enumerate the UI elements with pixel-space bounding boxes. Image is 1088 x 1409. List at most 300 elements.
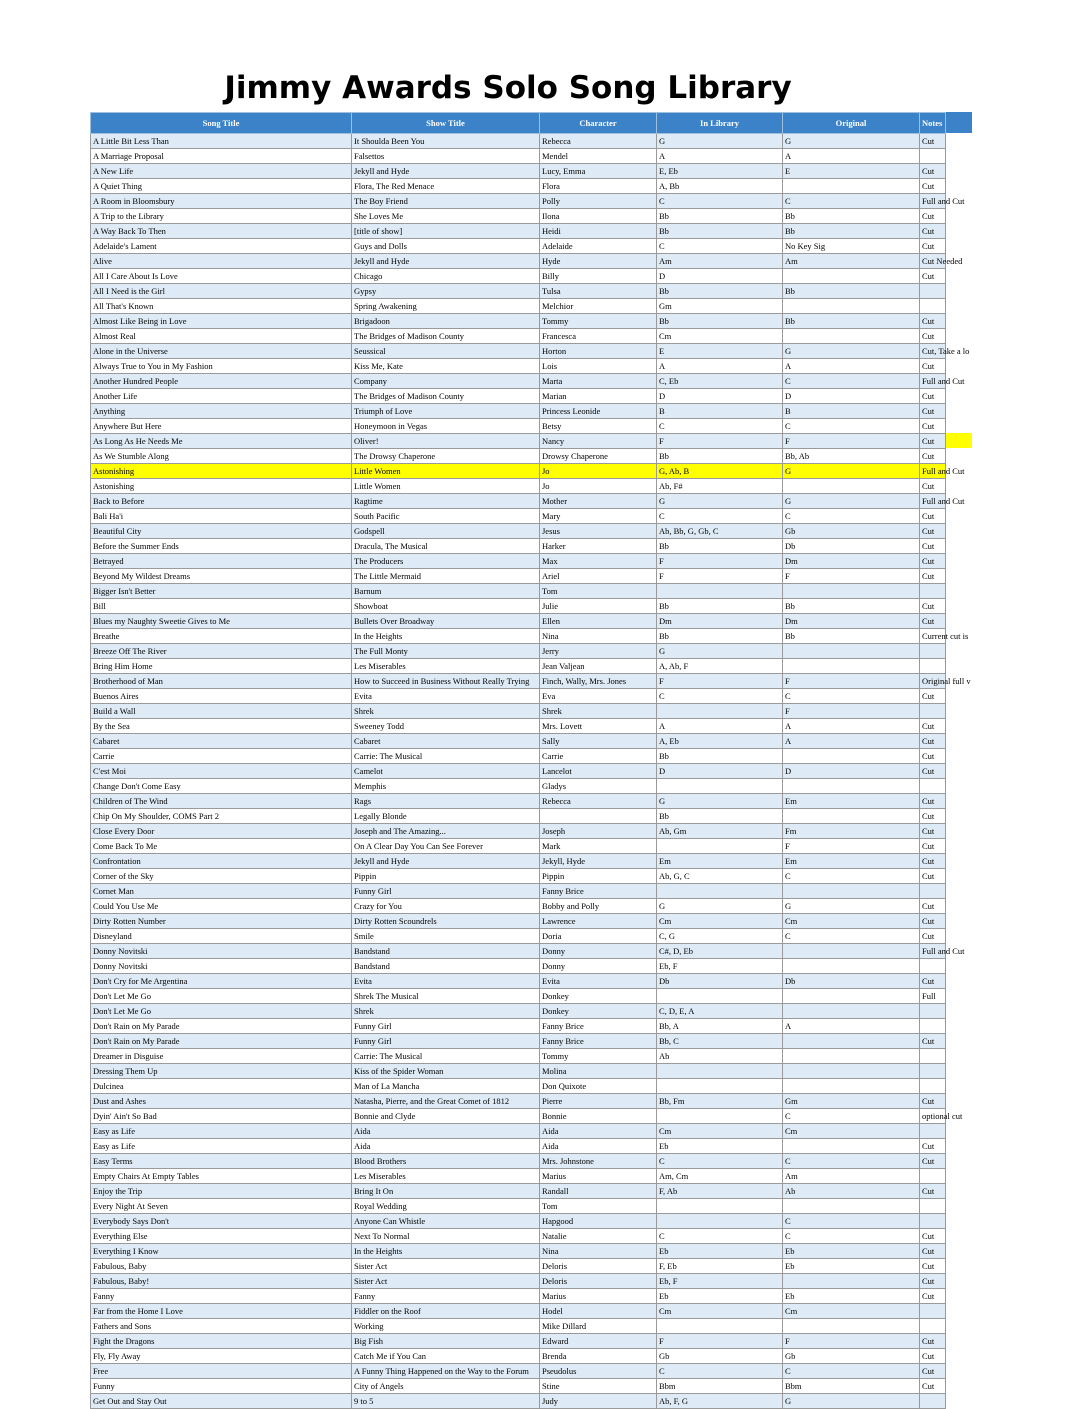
table-row: [91, 1199, 946, 1214]
notes-cell: Full and Cut: [920, 464, 946, 479]
notes-cell: [920, 1124, 946, 1139]
character-cell: Tulsa: [540, 284, 657, 299]
table-row: [91, 209, 946, 224]
show-title-cell: It Shoulda Been You: [352, 134, 540, 149]
in-library-cell: G: [657, 134, 783, 149]
notes-cell: Cut: [920, 509, 946, 524]
character-cell: Marta: [540, 374, 657, 389]
character-cell: Flora: [540, 179, 657, 194]
in-library-cell: C#, D, Eb: [657, 944, 783, 959]
table-row: [91, 1094, 946, 1109]
table-row: [91, 1169, 946, 1184]
notes-cell: Cut: [920, 524, 946, 539]
notes-cell: Cut: [920, 239, 946, 254]
song-title-cell: A Room in Bloomsbury: [91, 194, 352, 209]
song-title-cell: Easy Terms: [91, 1154, 352, 1169]
show-title-cell: Jekyll and Hyde: [352, 254, 540, 269]
in-library-cell: Bb: [657, 224, 783, 239]
table-row: [91, 404, 946, 419]
notes-cell: Cut: [920, 1184, 946, 1199]
notes-cell: Cut: [920, 1094, 946, 1109]
original-cell: F: [783, 1334, 920, 1349]
table-row: [91, 554, 946, 569]
song-title-cell: Carrie: [91, 749, 352, 764]
original-cell: [783, 644, 920, 659]
character-cell: Lancelot: [540, 764, 657, 779]
show-title-cell: Fanny: [352, 1289, 540, 1304]
show-title-cell: In the Heights: [352, 629, 540, 644]
notes-cell: Full and Cut: [920, 374, 946, 389]
in-library-cell: G, Ab, B: [657, 464, 783, 479]
character-cell: Harker: [540, 539, 657, 554]
original-cell: [783, 944, 920, 959]
show-title-cell: She Loves Me: [352, 209, 540, 224]
original-cell: Bb: [783, 314, 920, 329]
notes-cell: Cut: [920, 434, 946, 449]
show-title-cell: Les Miserables: [352, 659, 540, 674]
in-library-cell: Bb: [657, 539, 783, 554]
song-title-cell: C'est Moi: [91, 764, 352, 779]
table-row: [91, 1274, 946, 1289]
table-row: [91, 1139, 946, 1154]
notes-cell: [920, 1304, 946, 1319]
original-cell: C: [783, 509, 920, 524]
notes-cell: Cut: [920, 569, 946, 584]
notes-cell: [920, 959, 946, 974]
table-row: [91, 1304, 946, 1319]
table-row: [91, 1394, 946, 1409]
character-cell: Aida: [540, 1124, 657, 1139]
table-row: [91, 1064, 946, 1079]
song-title-cell: Donny Novitski: [91, 944, 352, 959]
in-library-cell: Ab, F, G: [657, 1394, 783, 1409]
show-title-cell: Aida: [352, 1139, 540, 1154]
table-row: [91, 509, 946, 524]
in-library-cell: [657, 704, 783, 719]
character-cell: Mark: [540, 839, 657, 854]
table-row: [91, 359, 946, 374]
original-cell: [783, 1034, 920, 1049]
in-library-cell: Bb: [657, 284, 783, 299]
notes-cell: Cut Needed: [920, 254, 946, 269]
original-cell: A: [783, 719, 920, 734]
in-library-cell: Db: [657, 974, 783, 989]
song-title-cell: Back to Before: [91, 494, 352, 509]
notes-cell: Full: [920, 989, 946, 1004]
in-library-cell: Eb: [657, 1139, 783, 1154]
in-library-cell: E, Eb: [657, 164, 783, 179]
song-title-cell: Empty Chairs At Empty Tables: [91, 1169, 352, 1184]
original-cell: F: [783, 434, 920, 449]
show-title-cell: Jekyll and Hyde: [352, 854, 540, 869]
original-cell: F: [783, 674, 920, 689]
song-title-cell: Breeze Off The River: [91, 644, 352, 659]
character-cell: Adelaide: [540, 239, 657, 254]
table-row: [91, 344, 946, 359]
table-row: [91, 254, 946, 269]
song-title-cell: Anything: [91, 404, 352, 419]
show-title-cell: Flora, The Red Menace: [352, 179, 540, 194]
song-title-cell: Fabulous, Baby: [91, 1259, 352, 1274]
song-title-cell: Funny: [91, 1379, 352, 1394]
song-title-cell: Bill: [91, 599, 352, 614]
notes-cell: Cut: [920, 914, 946, 929]
show-title-cell: Shrek: [352, 704, 540, 719]
in-library-cell: G: [657, 644, 783, 659]
character-cell: Jean Valjean: [540, 659, 657, 674]
character-cell: Jo: [540, 479, 657, 494]
table-row: [91, 914, 946, 929]
show-title-cell: Working: [352, 1319, 540, 1334]
original-cell: A: [783, 734, 920, 749]
notes-cell: Cut: [920, 269, 946, 284]
original-cell: [783, 299, 920, 314]
table-row: [91, 479, 946, 494]
table-row: [91, 1364, 946, 1379]
character-cell: Marius: [540, 1169, 657, 1184]
character-cell: Nancy: [540, 434, 657, 449]
show-title-cell: Ragtime: [352, 494, 540, 509]
character-cell: Aida: [540, 1139, 657, 1154]
song-title-cell: Close Every Door: [91, 824, 352, 839]
table-row: [91, 584, 946, 599]
notes-cell: Cut: [920, 929, 946, 944]
character-cell: Lawrence: [540, 914, 657, 929]
song-title-cell: Bigger Isn't Better: [91, 584, 352, 599]
table-row: [91, 299, 946, 314]
table-header-row: [91, 113, 946, 134]
table-row: [91, 269, 946, 284]
character-cell: Mother: [540, 494, 657, 509]
table-row: [91, 329, 946, 344]
in-library-cell: Eb: [657, 1244, 783, 1259]
song-title-cell: Cabaret: [91, 734, 352, 749]
character-cell: Betsy: [540, 419, 657, 434]
character-cell: Nina: [540, 629, 657, 644]
character-cell: Mary: [540, 509, 657, 524]
character-cell: Carrie: [540, 749, 657, 764]
show-title-cell: Bring It On: [352, 1184, 540, 1199]
notes-cell: Cut: [920, 614, 946, 629]
table-row: [91, 1049, 946, 1064]
character-cell: Stine: [540, 1379, 657, 1394]
original-cell: F: [783, 704, 920, 719]
original-cell: Bb: [783, 599, 920, 614]
show-title-cell: Pippin: [352, 869, 540, 884]
song-title-cell: Enjoy the Trip: [91, 1184, 352, 1199]
table-row: [91, 1334, 946, 1349]
character-cell: Pippin: [540, 869, 657, 884]
column-header-character: Character: [540, 113, 657, 134]
show-title-cell: [title of show]: [352, 224, 540, 239]
character-cell: Rebecca: [540, 134, 657, 149]
original-cell: E: [783, 164, 920, 179]
in-library-cell: [657, 1319, 783, 1334]
notes-cell: Cut: [920, 1154, 946, 1169]
show-title-cell: Spring Awakening: [352, 299, 540, 314]
song-title-cell: Don't Rain on My Parade: [91, 1019, 352, 1034]
table-row: [91, 989, 946, 1004]
table-row: [91, 194, 946, 209]
character-cell: Shrek: [540, 704, 657, 719]
in-library-cell: F: [657, 1334, 783, 1349]
show-title-cell: Dirty Rotten Scoundrels: [352, 914, 540, 929]
show-title-cell: Funny Girl: [352, 1034, 540, 1049]
song-title-cell: Anywhere But Here: [91, 419, 352, 434]
in-library-cell: Bb: [657, 749, 783, 764]
notes-cell: Cut: [920, 1289, 946, 1304]
in-library-cell: Bb: [657, 314, 783, 329]
in-library-cell: Gm: [657, 299, 783, 314]
in-library-cell: Gb: [657, 1349, 783, 1364]
show-title-cell: Falsettos: [352, 149, 540, 164]
in-library-cell: Cm: [657, 1124, 783, 1139]
song-title-cell: Corner of the Sky: [91, 869, 352, 884]
original-cell: [783, 749, 920, 764]
original-cell: [783, 884, 920, 899]
in-library-cell: A: [657, 359, 783, 374]
character-cell: Rebecca: [540, 794, 657, 809]
notes-cell: Full and Cut: [920, 494, 946, 509]
notes-cell: [920, 1004, 946, 1019]
show-title-cell: The Drowsy Chaperone: [352, 449, 540, 464]
original-cell: A: [783, 1019, 920, 1034]
original-cell: G: [783, 464, 920, 479]
character-cell: Heidi: [540, 224, 657, 239]
notes-cell: [920, 1019, 946, 1034]
notes-cell: Cut: [920, 179, 946, 194]
table-row: [91, 749, 946, 764]
in-library-cell: [657, 1199, 783, 1214]
in-library-cell: Bb: [657, 599, 783, 614]
song-title-cell: Beyond My Wildest Dreams: [91, 569, 352, 584]
character-cell: Pseudolus: [540, 1364, 657, 1379]
table-row: [91, 899, 946, 914]
table-row: [91, 614, 946, 629]
original-cell: [783, 479, 920, 494]
table-row: [91, 1109, 946, 1124]
notes-cell: Cut: [920, 839, 946, 854]
notes-cell: Cut: [920, 734, 946, 749]
column-header-show-title: Show Title: [352, 113, 540, 134]
in-library-cell: G: [657, 899, 783, 914]
character-cell: Billy: [540, 269, 657, 284]
show-title-cell: Bonnie and Clyde: [352, 1109, 540, 1124]
notes-cell: Cut: [920, 1244, 946, 1259]
song-title-cell: Chip On My Shoulder, COMS Part 2: [91, 809, 352, 824]
original-cell: Eb: [783, 1259, 920, 1274]
song-title-cell: Blues my Naughty Sweetie Gives to Me: [91, 614, 352, 629]
table-row: [91, 644, 946, 659]
character-cell: Doria: [540, 929, 657, 944]
show-title-cell: The Full Monty: [352, 644, 540, 659]
notes-cell: [920, 884, 946, 899]
show-title-cell: Shrek The Musical: [352, 989, 540, 1004]
song-title-cell: Brotherhood of Man: [91, 674, 352, 689]
in-library-cell: A: [657, 149, 783, 164]
original-cell: Bbm: [783, 1379, 920, 1394]
notes-cell: [920, 1199, 946, 1214]
in-library-cell: F: [657, 434, 783, 449]
original-cell: C: [783, 374, 920, 389]
notes-cell: Cut: [920, 1274, 946, 1289]
notes-cell: optional cut: [920, 1109, 946, 1124]
song-title-cell: Every Night At Seven: [91, 1199, 352, 1214]
show-title-cell: Funny Girl: [352, 884, 540, 899]
notes-cell: [920, 659, 946, 674]
table-row: [91, 1004, 946, 1019]
page-title: Jimmy Awards Solo Song Library: [224, 70, 792, 106]
table-row: [91, 524, 946, 539]
character-cell: Jekyll, Hyde: [540, 854, 657, 869]
table-row: [91, 809, 946, 824]
original-cell: G: [783, 899, 920, 914]
notes-cell: [920, 149, 946, 164]
table-row: [91, 1124, 946, 1139]
song-title-cell: Another Hundred People: [91, 374, 352, 389]
original-cell: Eb: [783, 1289, 920, 1304]
table-row: [91, 929, 946, 944]
original-cell: B: [783, 404, 920, 419]
song-title-cell: Dirty Rotten Number: [91, 914, 352, 929]
in-library-cell: E: [657, 344, 783, 359]
original-cell: C: [783, 689, 920, 704]
notes-cell: Cut: [920, 359, 946, 374]
original-cell: [783, 1139, 920, 1154]
table-row: [91, 1289, 946, 1304]
original-cell: F: [783, 569, 920, 584]
show-title-cell: Bandstand: [352, 944, 540, 959]
show-title-cell: Bullets Over Broadway: [352, 614, 540, 629]
song-title-cell: Bali Ha'i: [91, 509, 352, 524]
show-title-cell: Legally Blonde: [352, 809, 540, 824]
table-row: [91, 464, 946, 479]
in-library-cell: [657, 1214, 783, 1229]
show-title-cell: Carrie: The Musical: [352, 749, 540, 764]
in-library-cell: C, Eb: [657, 374, 783, 389]
show-title-cell: Carrie: The Musical: [352, 1049, 540, 1064]
table-row: [91, 944, 946, 959]
original-cell: Am: [783, 1169, 920, 1184]
character-cell: Polly: [540, 194, 657, 209]
character-cell: Donkey: [540, 1004, 657, 1019]
in-library-cell: C: [657, 419, 783, 434]
show-title-cell: Fiddler on the Roof: [352, 1304, 540, 1319]
character-cell: Ilona: [540, 209, 657, 224]
song-title-cell: Dulcinea: [91, 1079, 352, 1094]
notes-cell: [920, 1049, 946, 1064]
original-cell: Em: [783, 794, 920, 809]
character-cell: [540, 809, 657, 824]
notes-cell: Cut: [920, 1364, 946, 1379]
show-title-cell: Seussical: [352, 344, 540, 359]
in-library-cell: D: [657, 389, 783, 404]
notes-cell: Cut: [920, 599, 946, 614]
character-cell: Judy: [540, 1394, 657, 1409]
table-row: [91, 869, 946, 884]
in-library-cell: C, G: [657, 929, 783, 944]
show-title-cell: The Bridges of Madison County: [352, 329, 540, 344]
table-row: [91, 659, 946, 674]
show-title-cell: Godspell: [352, 524, 540, 539]
character-cell: Fanny Brice: [540, 884, 657, 899]
notes-cell: [920, 584, 946, 599]
in-library-cell: Cm: [657, 329, 783, 344]
notes-cell: [920, 644, 946, 659]
in-library-cell: Ab, F#: [657, 479, 783, 494]
song-title-cell: Far from the Home I Love: [91, 1304, 352, 1319]
song-title-cell: Everything Else: [91, 1229, 352, 1244]
original-cell: Fm: [783, 824, 920, 839]
character-cell: Hapgood: [540, 1214, 657, 1229]
song-title-cell: A Quiet Thing: [91, 179, 352, 194]
show-title-cell: Bandstand: [352, 959, 540, 974]
original-cell: Cm: [783, 1304, 920, 1319]
in-library-cell: Ab, Gm: [657, 824, 783, 839]
notes-cell: Cut: [920, 1034, 946, 1049]
song-title-cell: Everybody Says Don't: [91, 1214, 352, 1229]
notes-cell: Cut, Take a lo: [920, 344, 946, 359]
table-row: [91, 449, 946, 464]
in-library-cell: F: [657, 674, 783, 689]
song-title-cell: Easy as Life: [91, 1139, 352, 1154]
notes-cell: Cut: [920, 764, 946, 779]
table-row: [91, 1034, 946, 1049]
song-title-cell: A New Life: [91, 164, 352, 179]
in-library-cell: C: [657, 509, 783, 524]
notes-cell: Cut: [920, 209, 946, 224]
character-cell: Nina: [540, 1244, 657, 1259]
notes-cell: Cut: [920, 1349, 946, 1364]
original-cell: [783, 1079, 920, 1094]
column-header-in-library: In Library: [657, 113, 783, 134]
character-cell: Deloris: [540, 1274, 657, 1289]
character-cell: Jo: [540, 464, 657, 479]
show-title-cell: Man of La Mancha: [352, 1079, 540, 1094]
in-library-cell: Eb: [657, 1289, 783, 1304]
notes-cell: Cut: [920, 824, 946, 839]
table-row: [91, 434, 946, 449]
song-title-cell: All I Need is the Girl: [91, 284, 352, 299]
table-row: [91, 1214, 946, 1229]
in-library-cell: C: [657, 1364, 783, 1379]
character-cell: Finch, Wally, Mrs. Jones: [540, 674, 657, 689]
in-library-cell: F, Ab: [657, 1184, 783, 1199]
original-cell: C: [783, 1154, 920, 1169]
in-library-cell: Eb, F: [657, 959, 783, 974]
in-library-cell: Eb, F: [657, 1274, 783, 1289]
table-row: [91, 719, 946, 734]
original-cell: [783, 1319, 920, 1334]
song-title-cell: Dreamer in Disguise: [91, 1049, 352, 1064]
in-library-cell: Ab, Bb, G, Gb, C: [657, 524, 783, 539]
character-cell: Hodel: [540, 1304, 657, 1319]
original-cell: Bb: [783, 629, 920, 644]
table-row: [91, 149, 946, 164]
table-row: [91, 1019, 946, 1034]
show-title-cell: Natasha, Pierre, and the Great Comet of 1812: [352, 1094, 540, 1109]
in-library-cell: F, Eb: [657, 1259, 783, 1274]
notes-cell: Cut: [920, 809, 946, 824]
table-row: [91, 1154, 946, 1169]
table-row: [91, 389, 946, 404]
character-cell: Drowsy Chaperone: [540, 449, 657, 464]
in-library-cell: [657, 989, 783, 1004]
character-cell: Don Quixote: [540, 1079, 657, 1094]
notes-cell: Cut: [920, 854, 946, 869]
show-title-cell: How to Succeed in Business Without Really Trying: [352, 674, 540, 689]
character-cell: Joseph: [540, 824, 657, 839]
